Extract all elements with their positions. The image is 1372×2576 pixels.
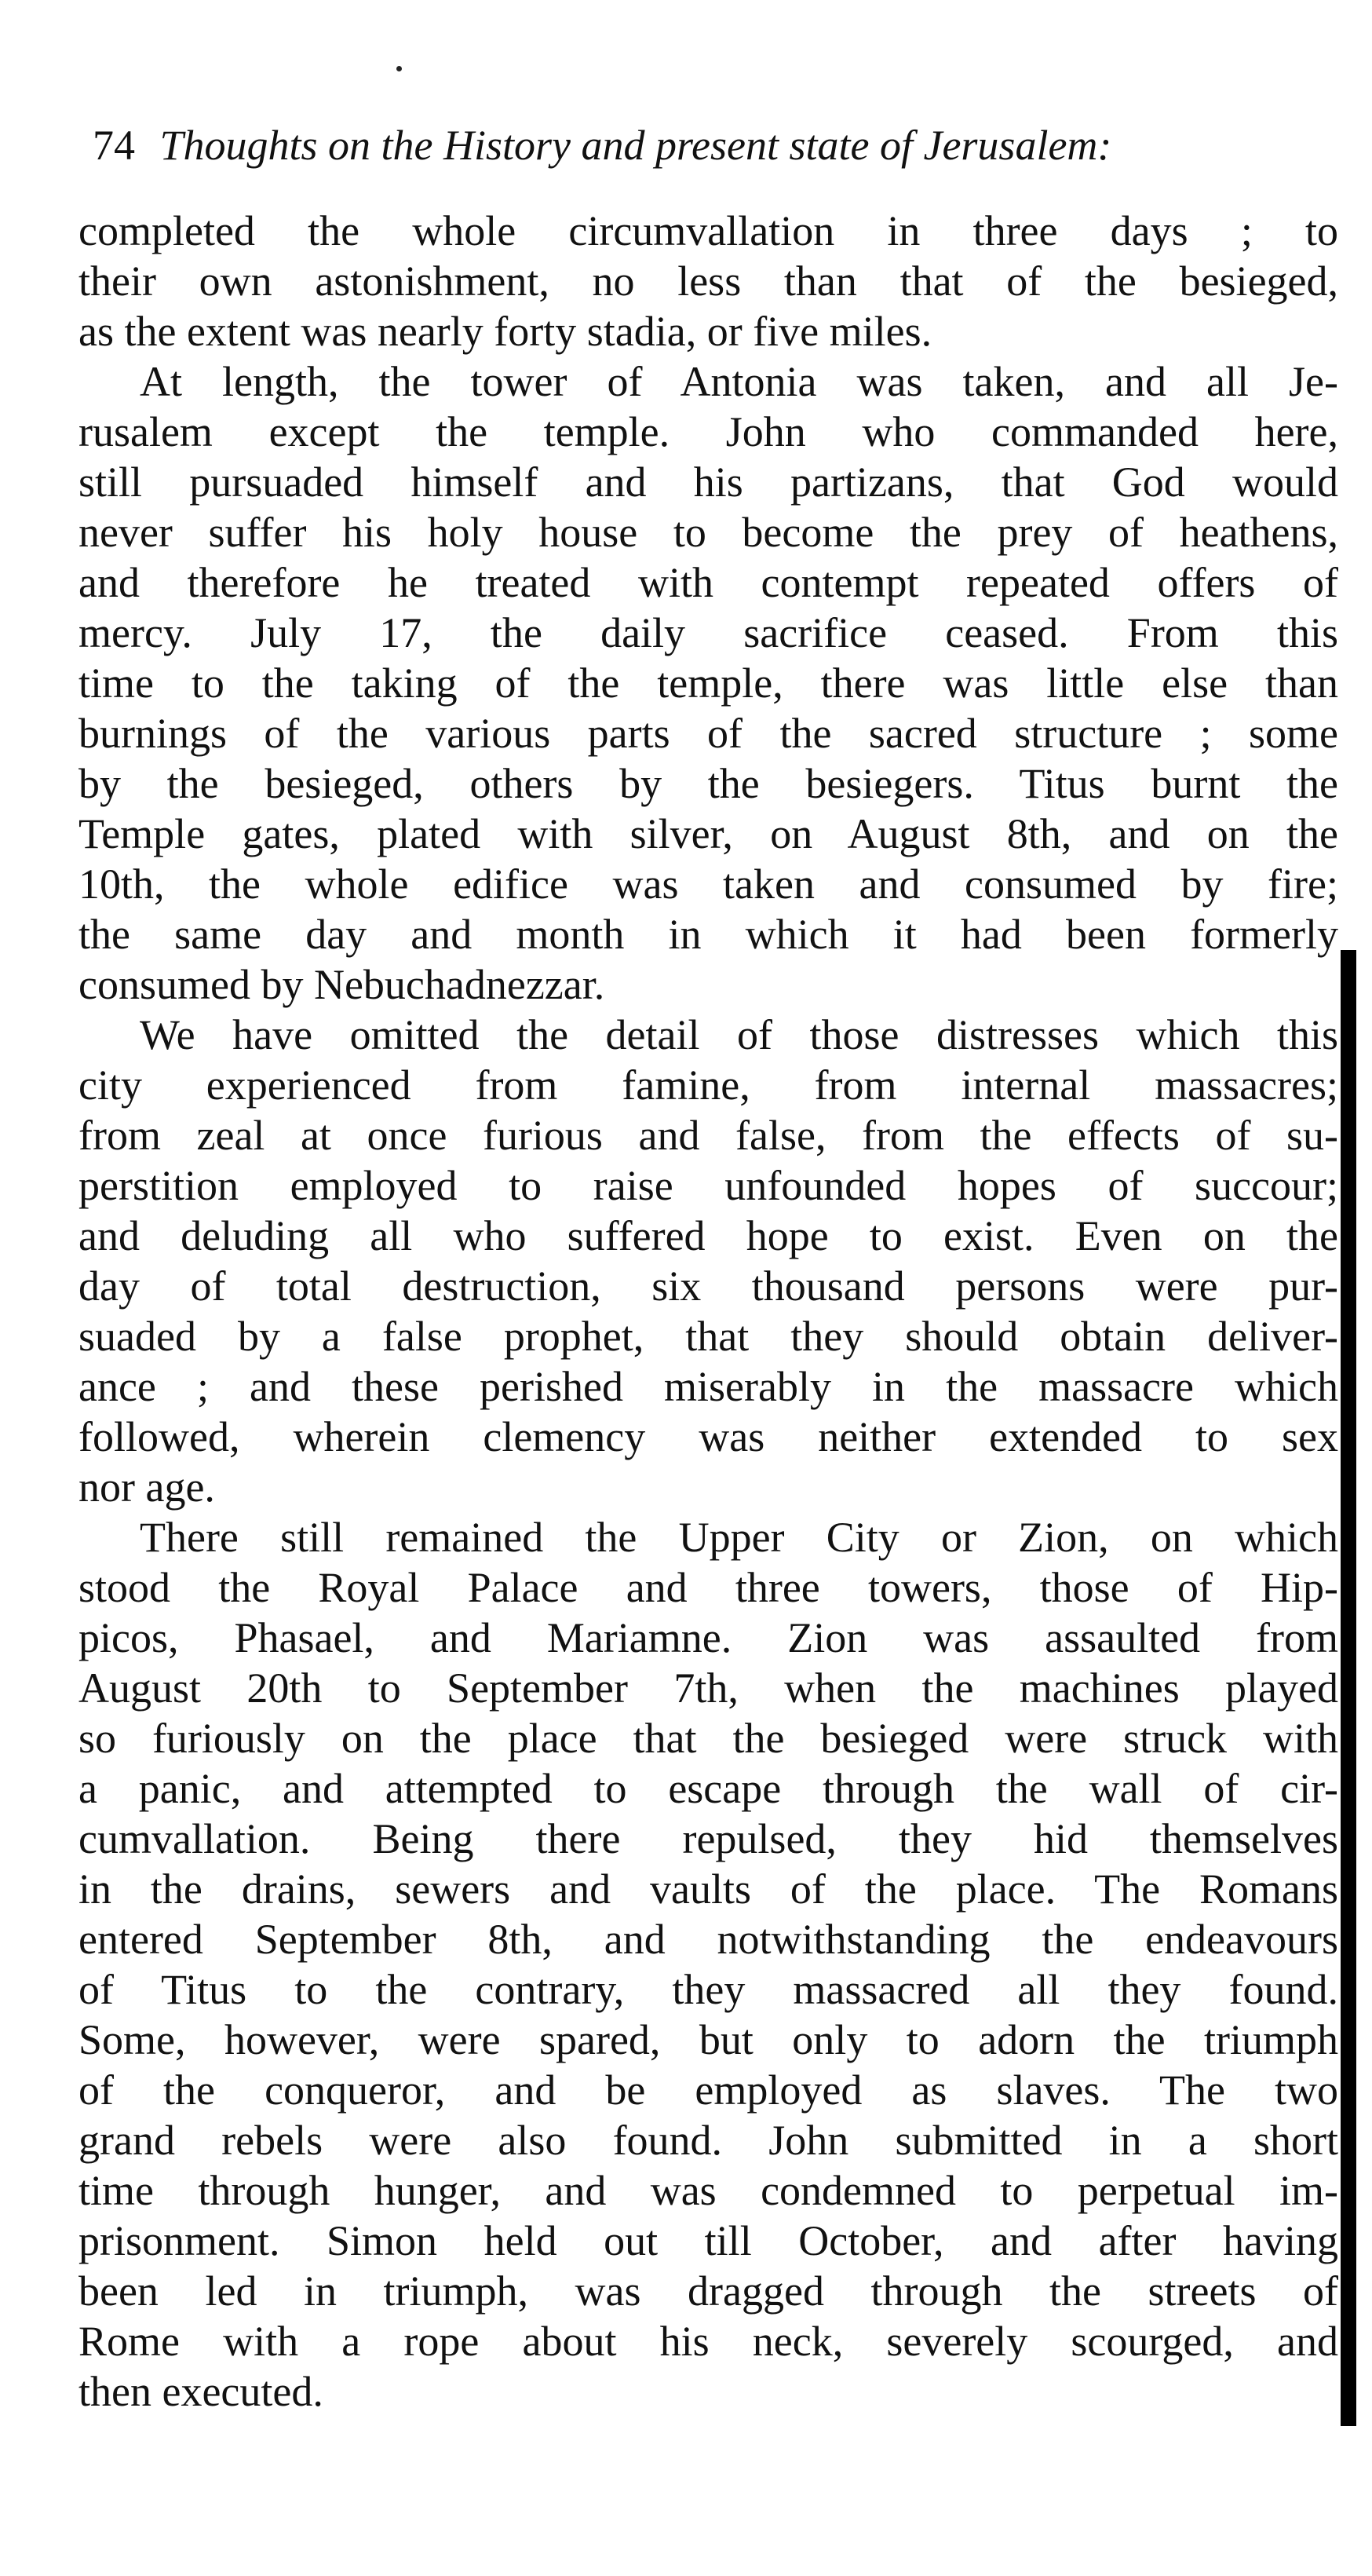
text-line: the same day and month in which it had been formerly xyxy=(78,911,1338,958)
text-line: August 20th to September 7th, when the machines played xyxy=(78,1664,1338,1712)
text-line: Temple gates, plated with silver, on August 8th, and on the xyxy=(78,810,1338,857)
text-line: picos, Phasael, and Mariamne. Zion was assaulted from xyxy=(78,1614,1338,1661)
text-line: and therefore he treated with contempt repeated offers of xyxy=(78,559,1338,606)
text-line: At length, the tower of Antonia was taken, and all Je- xyxy=(140,358,1338,405)
print-speck xyxy=(396,66,402,71)
text-line: never suffer his holy house to become the prey of heathens, xyxy=(78,509,1338,556)
text-line: perstition employed to raise unfounded hopes of succour; xyxy=(78,1162,1338,1209)
text-line: city experienced from famine, from internal massacres; xyxy=(78,1061,1338,1109)
text-line: then executed. xyxy=(78,2368,323,2415)
text-line: consumed by Nebuchadnezzar. xyxy=(78,961,605,1008)
text-line: rusalem except the temple. John who commanded here, xyxy=(78,408,1338,455)
text-line: of the conqueror, and be employed as slaves. The two xyxy=(78,2066,1338,2114)
text-line: mercy. July 17, the daily sacrifice ceased. From this xyxy=(78,609,1338,656)
text-line: cumvallation. Being there repulsed, they hid themselves xyxy=(78,1815,1338,1862)
text-line: We have omitted the detail of those distresses which this xyxy=(140,1011,1338,1058)
text-line: followed, wherein clemency was neither extended to sex xyxy=(78,1413,1338,1460)
text-line: in the drains, sewers and vaults of the place. The Romans xyxy=(78,1865,1338,1913)
text-line: completed the whole circumvallation in three days ; to xyxy=(78,207,1338,254)
paragraph xyxy=(78,1512,1338,2417)
paragraph xyxy=(78,1010,1338,1512)
page-edge-shadow xyxy=(1341,950,1356,2426)
running-head xyxy=(93,118,1348,173)
text-line: so furiously on the place that the besieged were struck with xyxy=(78,1715,1338,1762)
text-line: grand rebels were also found. John submitted in a short xyxy=(78,2117,1338,2164)
text-line: and deluding all who suffered hope to exist. Even on the xyxy=(78,1212,1338,1259)
text-line: burnings of the various parts of the sacred structure ; some xyxy=(78,710,1338,757)
body-text xyxy=(78,206,1338,2417)
text-line: time to the taking of the temple, there was little else than xyxy=(78,660,1338,707)
text-line: a panic, and attempted to escape through the wall of cir- xyxy=(78,1765,1338,1812)
text-line: day of total destruction, six thousand persons were pur- xyxy=(78,1262,1338,1310)
text-line: time through hunger, and was condemned to perpetual im- xyxy=(78,2167,1338,2214)
text-line: been led in triumph, was dragged through the streets of xyxy=(78,2267,1338,2315)
text-line: their own astonishment, no less than that of the besieged, xyxy=(78,258,1338,305)
text-line: entered September 8th, and notwithstanding the endeavours xyxy=(78,1916,1338,1963)
text-line: Rome with a rope about his neck, severely scourged, and xyxy=(78,2318,1338,2365)
text-line: 10th, the whole edifice was taken and consumed by fire; xyxy=(78,860,1338,908)
text-line: of Titus to the contrary, they massacred all they found. xyxy=(78,1966,1338,2013)
text-line: still pursuaded himself and his partizans, that God would xyxy=(78,459,1338,506)
text-line: nor age. xyxy=(78,1463,215,1511)
text-line: prisonment. Simon held out till October, and after having xyxy=(78,2217,1338,2264)
text-line: as the extent was nearly forty stadia, or five miles. xyxy=(78,308,932,355)
text-line: There still remained the Upper City or Zion, on which xyxy=(140,1514,1338,1561)
text-line: stood the Royal Palace and three towers, those of Hip- xyxy=(78,1564,1338,1611)
text-line: suaded by a false prophet, that they should obtain deliver- xyxy=(78,1313,1338,1360)
paragraph xyxy=(78,356,1338,1010)
text-line: Some, however, were spared, but only to adorn the triumph xyxy=(78,2016,1338,2063)
text-line: from zeal at once furious and false, from the effects of su- xyxy=(78,1112,1338,1159)
page-number: 74 xyxy=(93,122,135,169)
text-line: by the besieged, others by the besiegers. Titus burnt the xyxy=(78,760,1338,807)
text-line: ance ; and these perished miserably in the massacre which xyxy=(78,1363,1338,1410)
paragraph xyxy=(78,206,1338,356)
running-head-title: Thoughts on the History and present state of Jerusalem: xyxy=(159,122,1112,169)
